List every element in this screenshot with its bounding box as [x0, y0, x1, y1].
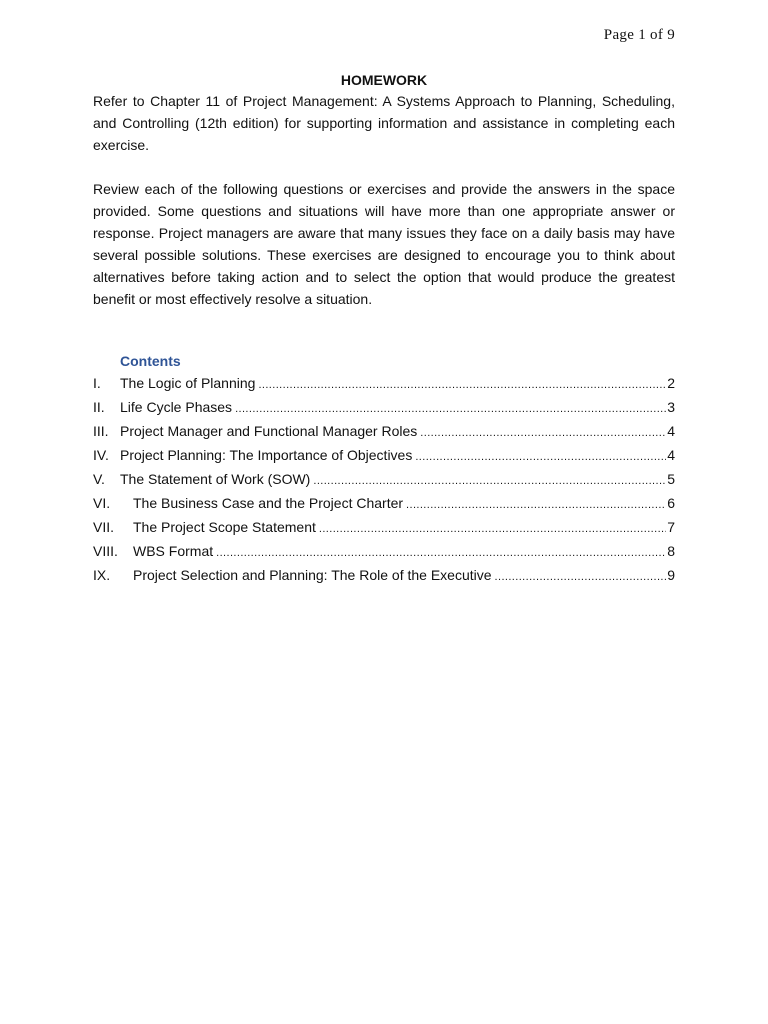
toc-entry[interactable]	[93, 444, 675, 468]
toc-dot-leader	[216, 542, 666, 564]
toc-entry-label[interactable]: The Statement of Work (SOW)	[120, 471, 311, 487]
toc-entry-number: VI.	[93, 495, 111, 511]
toc-dot-leader	[235, 398, 666, 420]
toc-entry-page[interactable]: 7	[667, 519, 675, 535]
toc-entry[interactable]	[93, 564, 675, 588]
toc-entry-number: III.	[93, 423, 109, 439]
toc-dot-leader	[420, 422, 666, 444]
toc-entry-label[interactable]: The Project Scope Statement	[133, 519, 316, 535]
toc-list	[93, 372, 675, 588]
table-of-contents	[93, 350, 675, 588]
toc-dot-leader	[415, 446, 666, 468]
toc-entry-label[interactable]: WBS Format	[133, 543, 214, 559]
toc-entry-label[interactable]: Project Manager and Functional Manager Roles	[120, 423, 418, 439]
toc-entry-label[interactable]: Project Selection and Planning: The Role of the Executive	[133, 567, 492, 583]
toc-entry-number: VIII.	[93, 543, 118, 559]
toc-entry-page[interactable]: 6	[667, 495, 675, 511]
toc-entry[interactable]	[93, 396, 675, 420]
toc-entry[interactable]	[93, 540, 675, 564]
toc-entry-label[interactable]: Project Planning: The Importance of Objectives	[120, 447, 413, 463]
toc-entry[interactable]	[93, 492, 675, 516]
toc-entry-number: V.	[93, 471, 105, 487]
toc-entry-number: II.	[93, 399, 105, 415]
toc-entry[interactable]	[93, 420, 675, 444]
document-title: HOMEWORK	[340, 72, 428, 88]
toc-dot-leader	[258, 374, 666, 396]
toc-entry-label[interactable]: Life Cycle Phases	[120, 399, 233, 415]
toc-entry-label[interactable]: The Logic of Planning	[120, 375, 256, 391]
toc-entry-number: IV.	[93, 447, 109, 463]
toc-entry-page[interactable]: 4	[667, 447, 675, 463]
toc-entry-number: IX.	[93, 567, 111, 583]
toc-entry-label[interactable]: The Business Case and the Project Charter	[133, 495, 404, 511]
toc-entry-page[interactable]: 8	[667, 543, 675, 559]
toc-entry-page[interactable]: 9	[667, 567, 675, 583]
document-body	[93, 70, 675, 588]
intro-paragraph: Refer to Chapter 11 of Project Management: A Systems Approach to Planning, Scheduling, and Controlling (12th edition) for supporting information and assistance in completing each exercise.	[93, 93, 675, 153]
toc-entry-page[interactable]: 2	[667, 375, 675, 391]
toc-heading: Contents	[120, 353, 181, 369]
toc-dot-leader	[313, 470, 666, 492]
toc-entry[interactable]	[93, 516, 675, 540]
toc-entry-page[interactable]: 3	[667, 399, 675, 415]
instructions-paragraph: Review each of the following questions or exercises and provide the answers in the space provided. Some questions and situations will have more than one appropriate answer or response. Project managers are aware that many issues they face on a daily basis may have several possible solutions. These exercises are designed to encourage you to think about alternatives before taking action and to select the option that would produce the greatest benefit or most effectively resolve a situation.	[93, 181, 675, 307]
toc-dot-leader	[495, 566, 667, 588]
toc-entry[interactable]	[93, 372, 675, 396]
toc-entry-page[interactable]: 4	[667, 423, 675, 439]
page-number: Page 1 of 9	[603, 27, 675, 43]
toc-dot-leader	[319, 518, 666, 540]
toc-entry[interactable]	[93, 468, 675, 492]
toc-entry-number: VII.	[93, 519, 115, 535]
toc-dot-leader	[406, 494, 666, 516]
toc-entry-number: I.	[93, 375, 101, 391]
toc-entry-page[interactable]: 5	[667, 471, 675, 487]
